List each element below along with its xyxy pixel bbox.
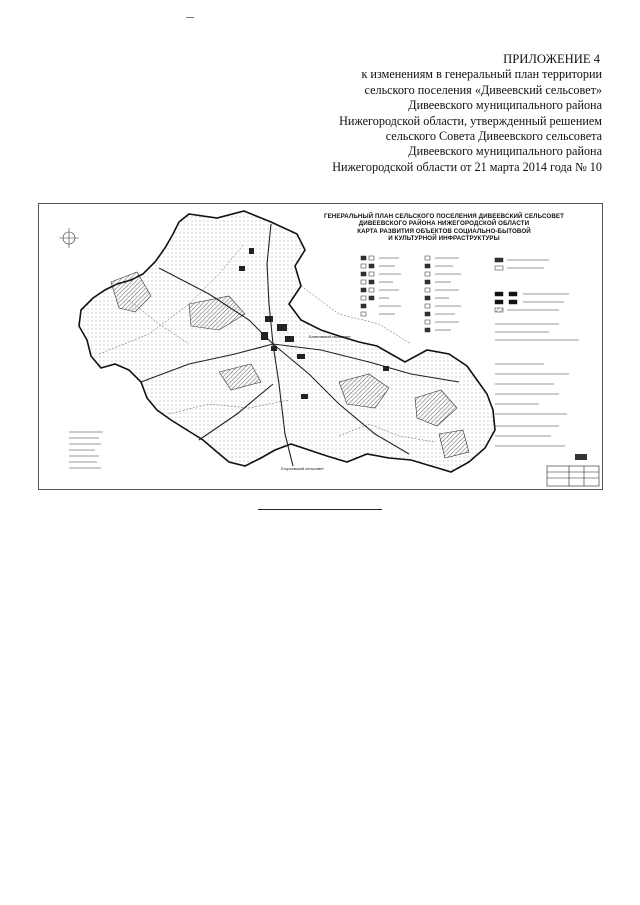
legend-bottom-left [69,432,103,468]
legend-column-1-text [379,258,401,314]
header-line: Нижегородской области от 21 марта 2014 года № 10 [332,159,602,174]
map-title-line: ДИВЕЕВСКОГО РАЙОНА НИЖЕГОРОДСКОЙ ОБЛАСТИ [358,220,530,228]
scan-mark [186,17,194,18]
map-title-line: ГЕНЕРАЛЬНЫЙ ПЛАН СЕЛЬСКОГО ПОСЕЛЕНИЯ ДИВЕЕВСКИЙ СЕЛЬСОВЕТ [323,213,565,220]
stamp-mark [575,454,587,460]
map-label-neighbor-west: Блиновский сельсовет [309,334,351,339]
appendix-title: ПРИЛОЖЕНИЕ 4 [503,52,600,66]
map-label-neighbor-south: Егорьевский сельсовет [281,466,324,471]
map-title [309,213,579,243]
title-block-stamp [547,466,599,486]
signature-line [258,509,382,510]
map-drawing [39,204,603,490]
legend-column-3-text [495,260,579,446]
legend-column-3 [495,258,517,312]
map-title-line: КАРТА РАЗВИТИЯ ОБЪЕКТОВ СОЦИАЛЬНО-БЫТОВОЙ [357,227,531,235]
header-line: Дивеевского муниципального района [408,98,602,113]
appendix-header [282,52,602,175]
header-line: Дивеевского муниципального района [408,144,602,159]
legend-column-2-text [435,258,461,330]
header-line: к изменениям в генеральный план территории [361,67,602,82]
header-line: Нижегородской области, утвержденный решением [339,113,602,128]
north-arrow [59,228,79,248]
legend-column-1 [361,256,374,316]
legend-column-2 [425,256,430,332]
general-plan-map [38,203,603,490]
header-line: сельского поселения «Дивеевский сельсовет» [364,82,602,97]
header-line: сельского Совета Дивеевского сельсовета [385,129,602,144]
map-title-line: И КУЛЬТУРНОЙ ИНФРАСТРУКТУРЫ [388,235,500,243]
